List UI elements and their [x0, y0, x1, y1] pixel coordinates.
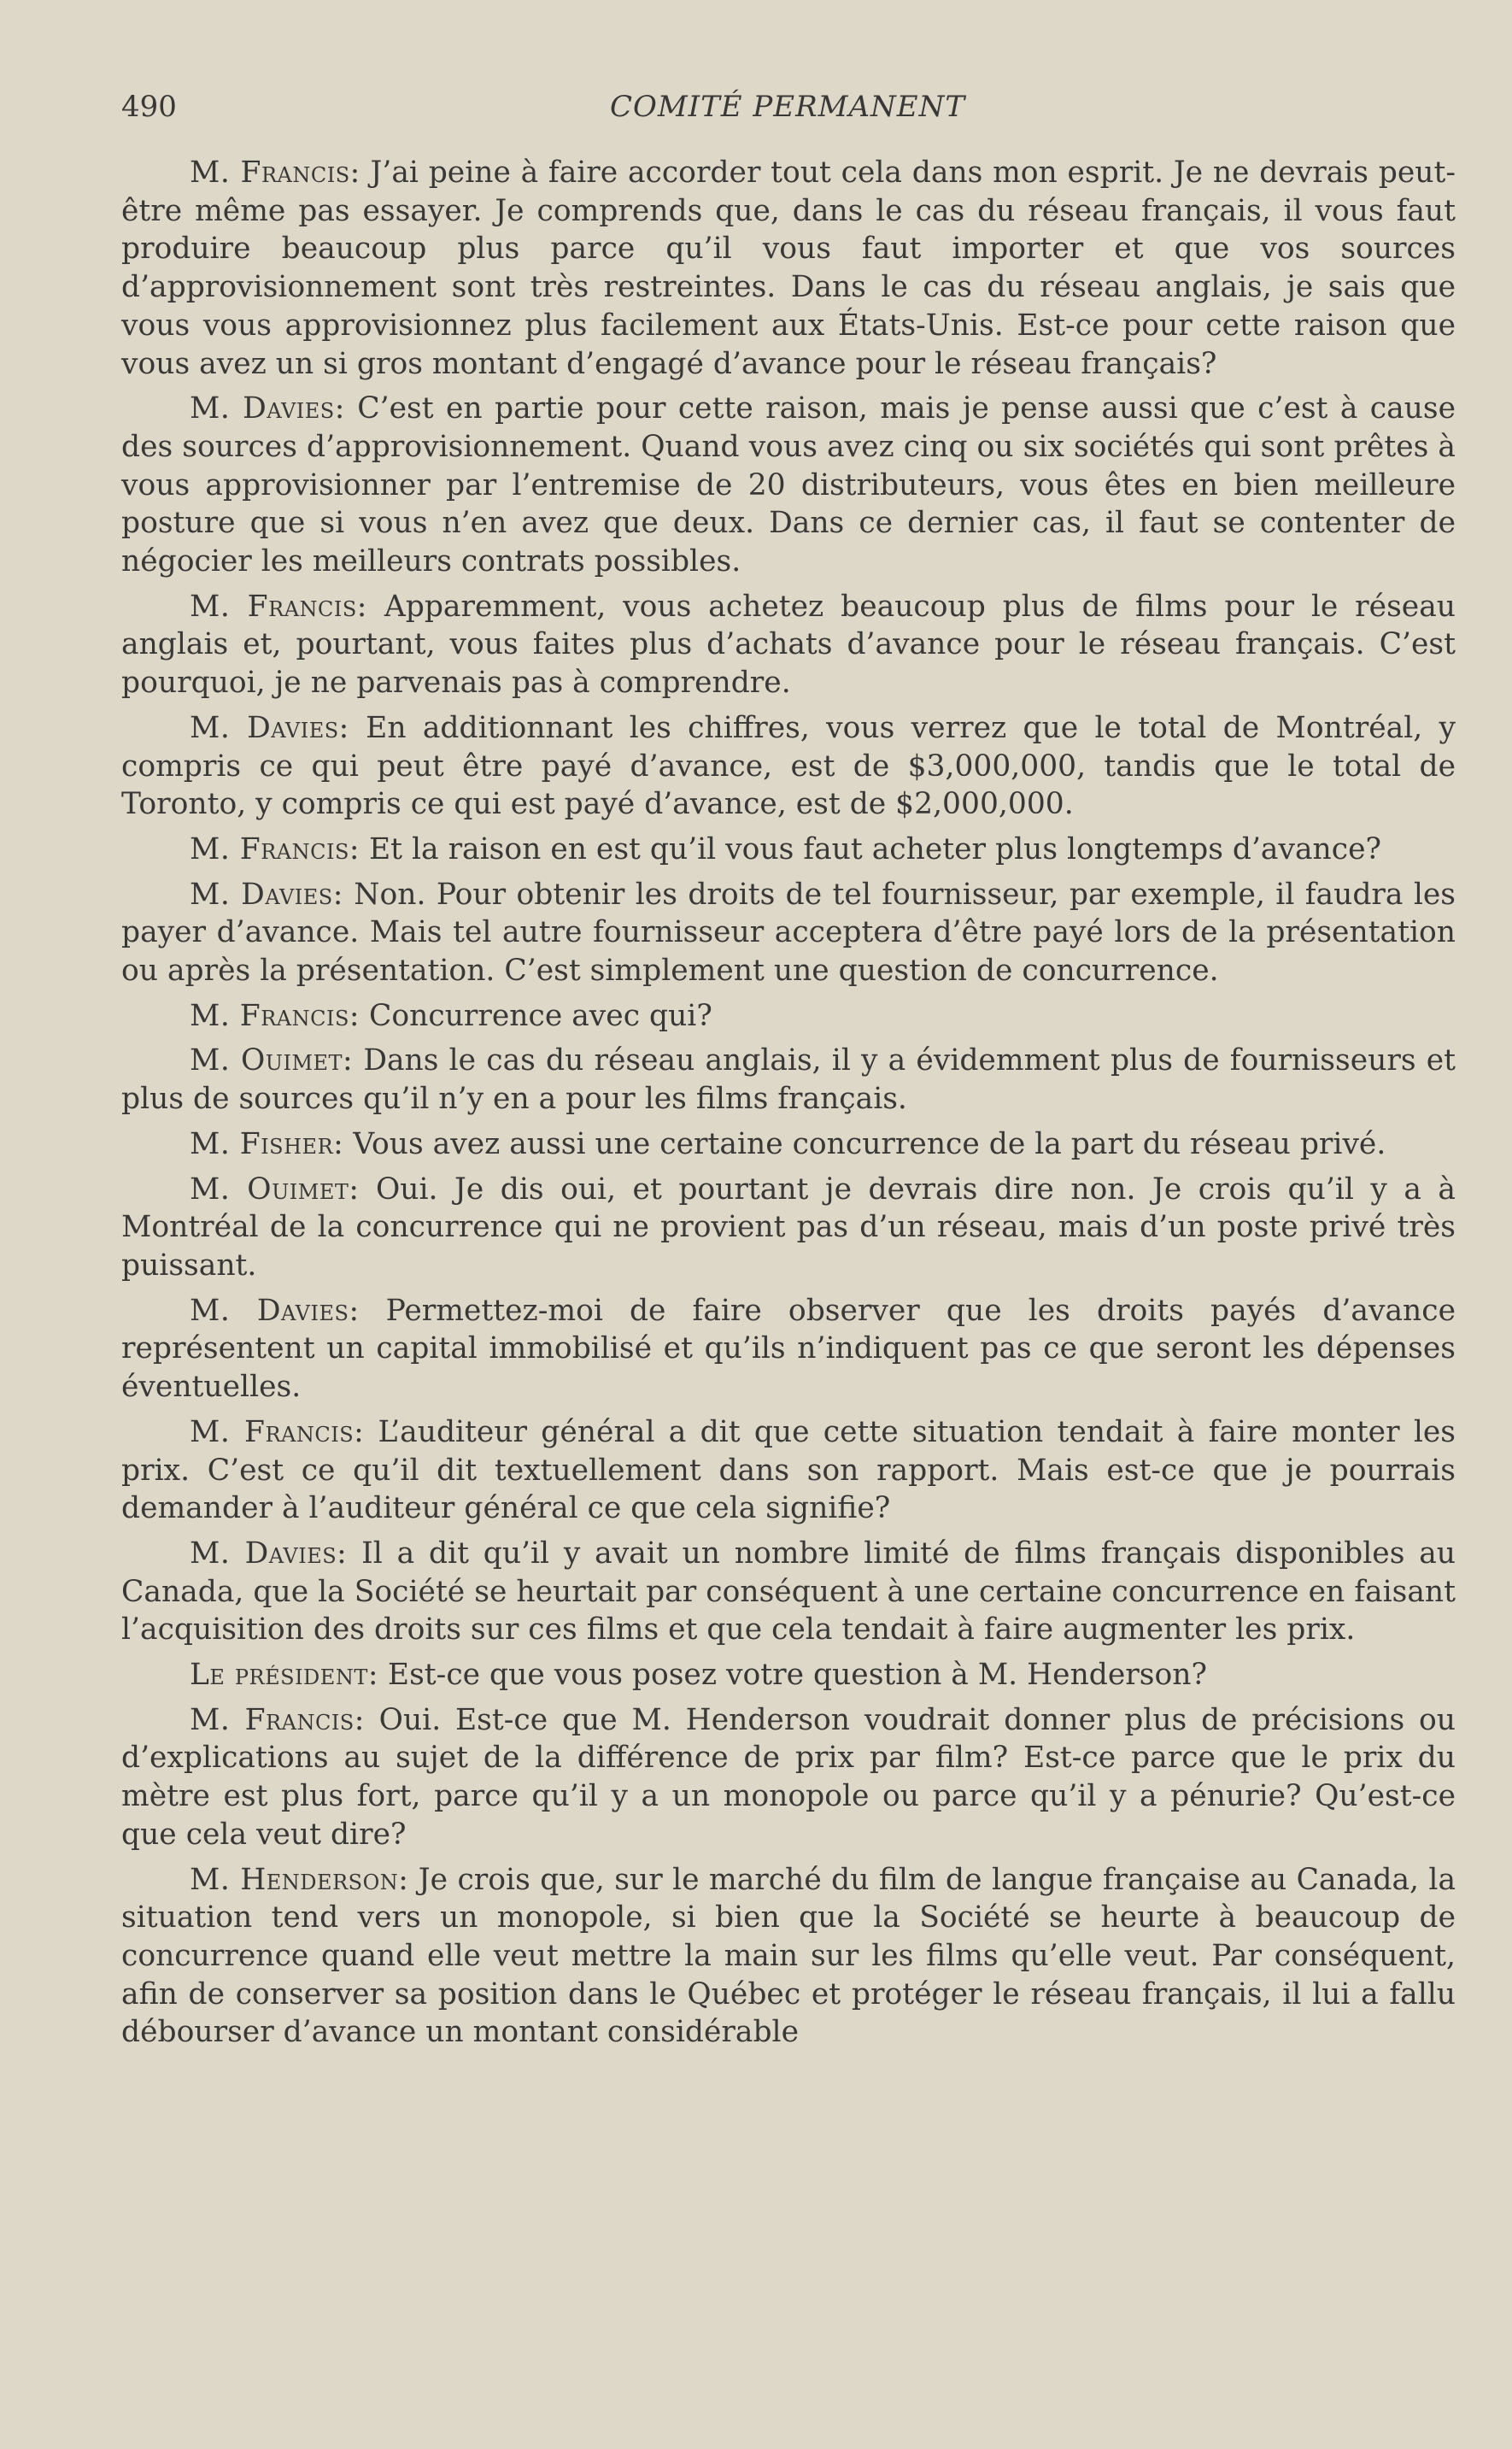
running-head: COMITÉ PERMANENT [609, 90, 966, 124]
paragraph-text: Vous avez aussi une certaine concurrence de la part du réseau privé. [343, 1126, 1386, 1161]
paragraph-text: Dans le cas du réseau anglais, il y a évidemment plus de fournisseurs et plus de sources qu’il n’y en a pour les films français. [121, 1043, 1456, 1117]
paragraph-text: C’est en partie pour cette raison, mais je pense aussi que c’est à cause des sources d’approvisionnement. Quand vous avez cinq ou six sociétés qui sont prêtes à vous approvisionner par l’entremise de 20 distributeurs, vous êtes en bien meilleure posture que si vous n’en avez que deux. Dans ce dernier cas, il faut se contenter de négocier les meilleurs contrats possibles. [121, 391, 1456, 579]
paragraph-text: Est-ce que vous posez votre question à M. Henderson? [378, 1658, 1207, 1693]
paragraph-text: Il a dit qu’il y avait un nombre limité de films français disponibles au Canada, que la Société se heurtait par conséquent à une certaine concurrence en faisant l’acquisition des droits sur ces films et que cela tendait à faire augmenter les prix. [121, 1536, 1456, 1647]
speaker-name: M. Davies: [190, 710, 349, 745]
paragraph-text: Non. Pour obtenir les droits de tel fournisseur, par exemple, il faudra les payer d’avance. Mais tel autre fournisseur acceptera d’être payé lors de la présentation ou après la présentation. C’est simplement une question de concurrence. [121, 877, 1456, 989]
paragraph [121, 1701, 1456, 1854]
speaker-name: Le président: [190, 1658, 378, 1693]
paragraph [121, 709, 1456, 824]
speaker-name: M. Davies: [190, 1536, 348, 1571]
paragraph [121, 997, 1456, 1036]
speaker-name: M. Ouimet: [190, 1043, 354, 1078]
paragraph [121, 876, 1456, 990]
body-text [121, 154, 1456, 2058]
speaker-name: M. Davies: [190, 391, 345, 426]
page-number: 490 [121, 90, 177, 124]
paragraph-text: Et la raison en est qu’il vous faut acheter plus longtemps d’avance? [360, 831, 1381, 866]
speaker-name: M. Ouimet: [190, 1172, 360, 1207]
paragraph-text: Apparemment, vous achetez beaucoup plus de films pour le réseau anglais et, pourtant, vous faites plus d’achats d’avance pour le réseau français. C’est pourquoi, je ne parvenais pas à comprendre. [121, 589, 1456, 701]
speaker-name: M. Francis: [190, 998, 360, 1033]
paragraph [121, 390, 1456, 581]
paragraph [121, 1125, 1456, 1164]
paragraph-text: Oui. Je dis oui, et pourtant je devrais dire non. Je crois qu’il y a à Montréal de la concurrence qui ne provient pas d’un réseau, mais d’un poste privé très puissant. [121, 1172, 1456, 1283]
paragraph [121, 1535, 1456, 1649]
speaker-name: M. Davies: [190, 877, 343, 912]
paragraph-text: Permettez-moi de faire observer que les droits payés d’avance représentent un capital immobilisé et qu’ils n’indiquent pas ce que seront les dépenses éventuelles. [121, 1293, 1456, 1405]
speaker-name: M. Francis: [190, 1414, 365, 1449]
speaker-name: M. Fisher: [190, 1126, 344, 1161]
speaker-name: M. Francis: [190, 1702, 365, 1737]
paragraph [121, 1042, 1456, 1118]
paragraph-text: J’ai peine à faire accorder tout cela dans mon esprit. Je ne devrais peut-être même pas essayer. Je comprends que, dans le cas du réseau français, il vous faut produire beaucoup plus parce qu’il vous faut importer et que vos sources d’approvisionnement sont très restreintes. Dans le cas du réseau anglais, je sais que vous vous approvisionnez plus facilement aux États-Unis. Est-ce pour cette raison que vous avez un si gros montant d’engagé d’avance pour le réseau français? [121, 156, 1456, 381]
speaker-name: M. Francis: [190, 831, 360, 866]
paragraph-text: Je crois que, sur le marché du film de langue française au Canada, la situation tend vers un monopole, si bien que la Société se heurte à beaucoup de concurrence quand elle veut mettre la main sur les films qu’elle veut. Par conséquent, afin de conserver sa position dans le Québec et protéger le réseau français, il lui a fallu débourser d’avance un montant considérable [121, 1862, 1456, 2050]
paragraph-text: En additionnant les chiffres, vous verrez que le total de Montréal, y compris ce qui peut être payé d’avance, est de $3,000,000, tandis que le total de Toronto, y compris ce qui est payé d’avance, est de $2,000,000. [121, 710, 1456, 822]
speaker-name: M. Francis: [190, 156, 360, 190]
paragraph-text: Oui. Est-ce que M. Henderson voudrait donner plus de précisions ou d’explications au sujet de la différence de prix par film? Est-ce parce que le prix du mètre est plus fort, parce qu’il y a un monopole ou parce qu’il y a pénurie? Qu’est-ce que cela veut dire? [121, 1702, 1456, 1852]
paragraph [121, 1292, 1456, 1407]
speaker-name: M. Francis: [190, 589, 367, 624]
paragraph [121, 154, 1456, 383]
paragraph [121, 1171, 1456, 1285]
speaker-name: M. Henderson: [190, 1862, 409, 1897]
paragraph [121, 831, 1456, 869]
paragraph [121, 1861, 1456, 2053]
speaker-name: M. Davies: [190, 1293, 360, 1328]
paragraph-text: L’auditeur général a dit que cette situation tendait à faire monter les prix. C’est ce qu’il dit textuellement dans son rapport. Mais est-ce que je pourrais demander à l’auditeur général ce que cela signifie? [121, 1414, 1456, 1526]
page-header [121, 85, 1454, 128]
paragraph [121, 588, 1456, 702]
paragraph [121, 1656, 1456, 1694]
paragraph [121, 1413, 1456, 1528]
paragraph-text: Concurrence avec qui? [360, 998, 712, 1033]
